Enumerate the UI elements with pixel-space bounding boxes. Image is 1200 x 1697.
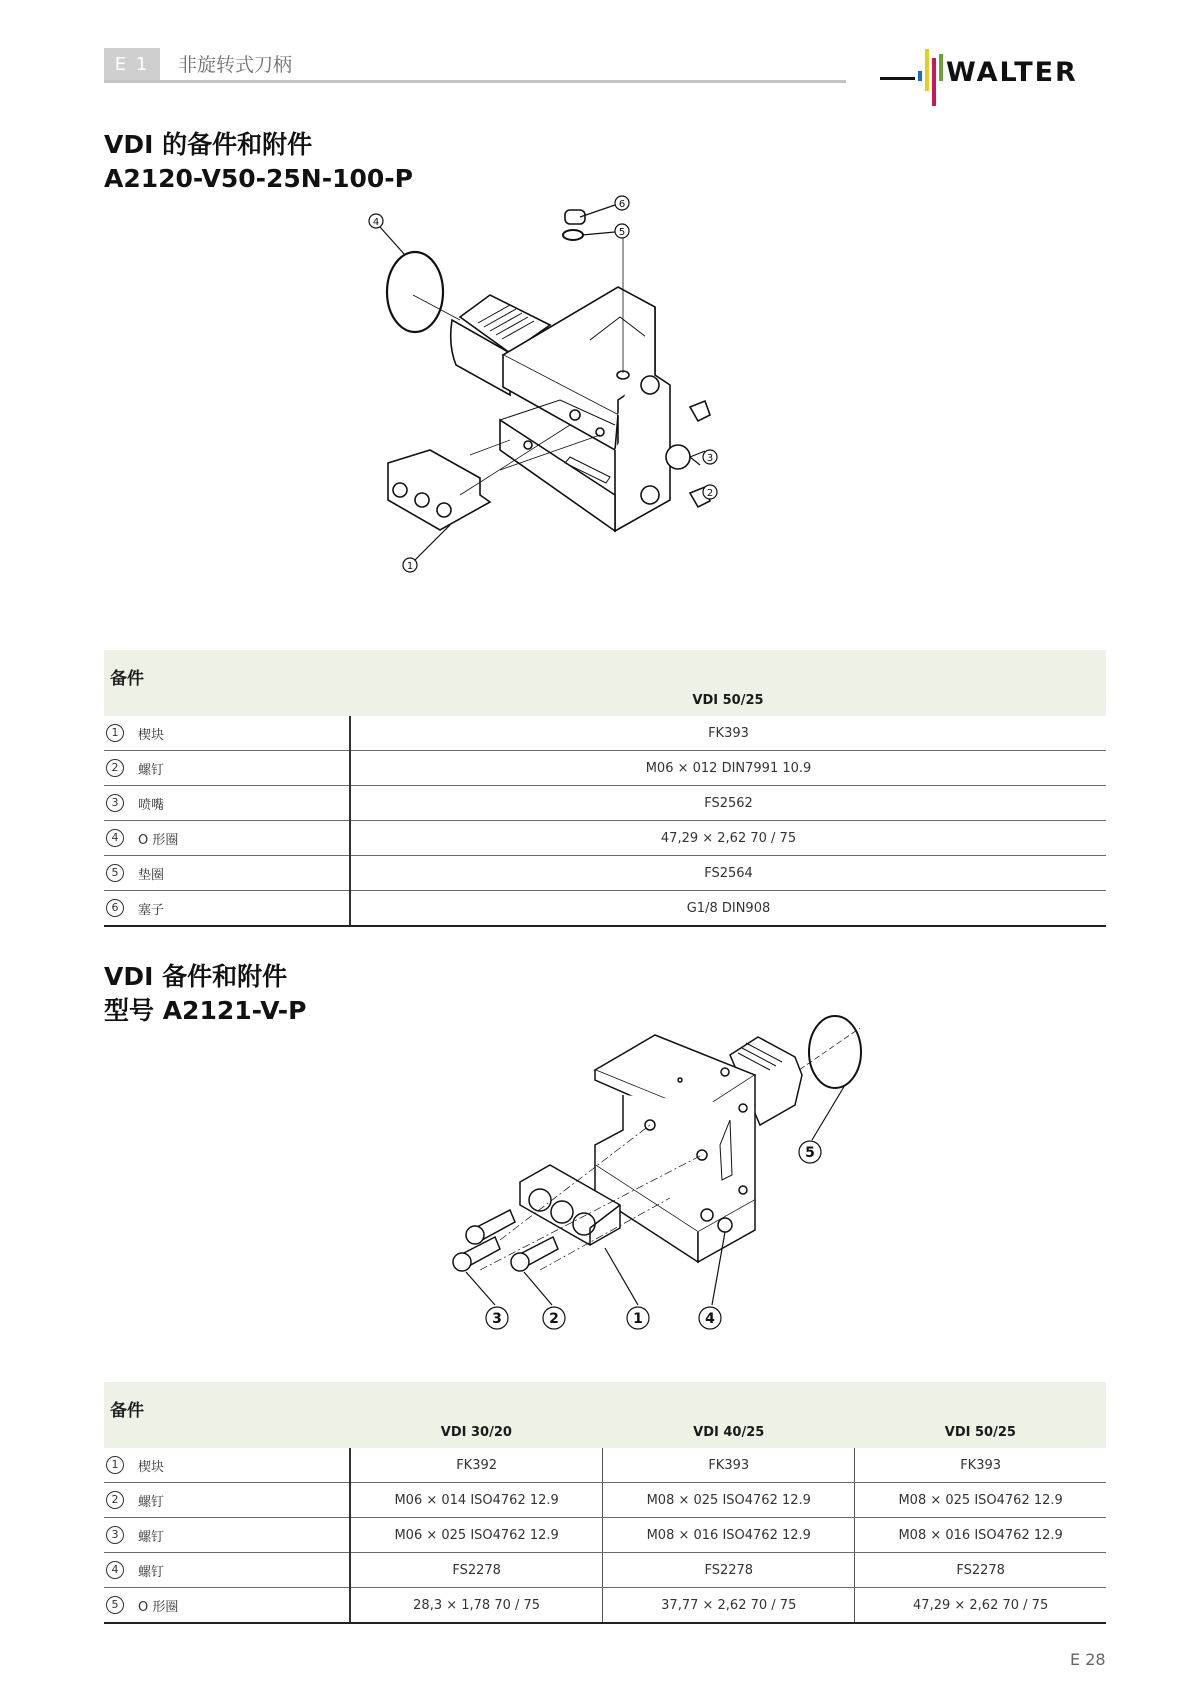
- part-number-cell: G1/8 DIN908: [350, 891, 1106, 927]
- table-header-row: [104, 1382, 1106, 1448]
- table-row: [104, 751, 1106, 786]
- part-label-cell: [104, 1588, 350, 1624]
- table-row: [104, 786, 1106, 821]
- svg-text:4: 4: [372, 217, 380, 228]
- part-name: 螺钉: [138, 1494, 165, 1510]
- part-name: 楔块: [138, 727, 165, 743]
- column-header: VDI 50/25: [855, 1382, 1106, 1448]
- part-name: O 形圈: [138, 1599, 179, 1615]
- part-name: 螺钉: [138, 762, 165, 778]
- table-row: [104, 821, 1106, 856]
- table-title: 备件: [104, 1382, 350, 1448]
- table-header-row: [104, 650, 1106, 716]
- part-number-cell: FK393: [603, 1448, 855, 1483]
- chapter-badge: E 1: [104, 48, 160, 82]
- part-number-cell: FK392: [350, 1448, 603, 1483]
- item-number-circle: 5: [106, 864, 124, 882]
- item-number-circle: 1: [106, 1456, 124, 1474]
- part-label-cell: [104, 821, 350, 856]
- svg-text:1: 1: [406, 561, 414, 572]
- item-number-circle: 1: [106, 724, 124, 742]
- column-header: VDI 30/20: [350, 1382, 603, 1448]
- page-number: E 28: [1070, 1650, 1106, 1669]
- part-number-cell: 37,77 × 2,62 70 / 75: [603, 1588, 855, 1624]
- column-header: VDI 50/25: [350, 650, 1106, 716]
- part-number-cell: FS2564: [350, 856, 1106, 891]
- item-number-circle: 2: [106, 759, 124, 777]
- part-number-cell: M06 × 012 DIN7991 10.9: [350, 751, 1106, 786]
- item-number-circle: 4: [106, 1561, 124, 1579]
- logo-text: WALTER: [946, 57, 1078, 88]
- part-number-cell: FS2278: [855, 1553, 1106, 1588]
- spare-parts-table-2: [104, 1382, 1106, 1624]
- header-divider: [104, 80, 846, 83]
- part-number-cell: FS2278: [350, 1553, 603, 1588]
- walter-logo: [880, 44, 1105, 106]
- table-row: [104, 891, 1106, 927]
- part-number-cell: M08 × 025 ISO4762 12.9: [855, 1483, 1106, 1518]
- section2-title-line2: 型号 A2121-V-P: [104, 996, 307, 1025]
- part-label-cell: [104, 1483, 350, 1518]
- part-label-cell: [104, 1448, 350, 1483]
- svg-text:5: 5: [805, 1145, 815, 1161]
- part-label-cell: [104, 786, 350, 821]
- part-name: 喷嘴: [138, 797, 165, 813]
- part-name: 楔块: [138, 1459, 165, 1475]
- svg-text:4: 4: [705, 1311, 715, 1327]
- chapter-title: 非旋转式刀柄: [178, 54, 293, 76]
- table-row: [104, 1448, 1106, 1483]
- part-number-cell: 28,3 × 1,78 70 / 75: [350, 1588, 603, 1624]
- item-number-circle: 4: [106, 829, 124, 847]
- item-number-circle: 3: [106, 1526, 124, 1544]
- table-row: [104, 856, 1106, 891]
- part-label-cell: [104, 1553, 350, 1588]
- item-number-circle: 5: [106, 1596, 124, 1614]
- section1-title-line2: A2120-V50-25N-100-P: [104, 164, 413, 193]
- part-number-cell: M06 × 025 ISO4762 12.9: [350, 1518, 603, 1553]
- part-label-cell: [104, 856, 350, 891]
- part-number-cell: M08 × 025 ISO4762 12.9: [603, 1483, 855, 1518]
- table-title: 备件: [104, 650, 350, 716]
- part-name: 垫圈: [138, 867, 165, 883]
- part-number-cell: M08 × 016 ISO4762 12.9: [603, 1518, 855, 1553]
- table-row: [104, 1518, 1106, 1553]
- part-number-cell: 47,29 × 2,62 70 / 75: [855, 1588, 1106, 1624]
- svg-text:2: 2: [549, 1311, 559, 1327]
- part-number-cell: M08 × 016 ISO4762 12.9: [855, 1518, 1106, 1553]
- part-number-cell: FK393: [855, 1448, 1106, 1483]
- spare-parts-table-1: [104, 650, 1106, 927]
- exploded-view-diagram-1: [360, 195, 760, 615]
- part-label-cell: [104, 1518, 350, 1553]
- section1-title-line1: VDI 的备件和附件: [104, 130, 313, 159]
- svg-text:6: 6: [618, 199, 626, 210]
- part-label-cell: [104, 716, 350, 751]
- table-row: [104, 1588, 1106, 1624]
- column-header: VDI 40/25: [603, 1382, 855, 1448]
- part-name: 螺钉: [138, 1564, 165, 1580]
- table-row: [104, 1553, 1106, 1588]
- svg-text:1: 1: [633, 1311, 643, 1327]
- section2-title-line1: VDI 备件和附件: [104, 962, 288, 991]
- part-label-cell: [104, 891, 350, 927]
- svg-text:5: 5: [618, 227, 626, 238]
- svg-text:3: 3: [706, 453, 714, 464]
- table-row: [104, 716, 1106, 751]
- part-number-cell: 47,29 × 2,62 70 / 75: [350, 821, 1106, 856]
- item-number-circle: 2: [106, 1491, 124, 1509]
- part-label-cell: [104, 751, 350, 786]
- part-number-cell: FK393: [350, 716, 1106, 751]
- exploded-view-diagram-2: [440, 1000, 880, 1350]
- table-row: [104, 1483, 1106, 1518]
- svg-text:2: 2: [706, 488, 714, 499]
- part-name: O 形圈: [138, 832, 179, 848]
- o-ring-part: [387, 252, 443, 332]
- svg-text:3: 3: [492, 1311, 502, 1327]
- part-name: 螺钉: [138, 1529, 165, 1545]
- part-number-cell: M06 × 014 ISO4762 12.9: [350, 1483, 603, 1518]
- part-name: 塞子: [138, 902, 165, 918]
- item-number-circle: 3: [106, 794, 124, 812]
- part-number-cell: FS2278: [603, 1553, 855, 1588]
- part-number-cell: FS2562: [350, 786, 1106, 821]
- item-number-circle: 6: [106, 899, 124, 917]
